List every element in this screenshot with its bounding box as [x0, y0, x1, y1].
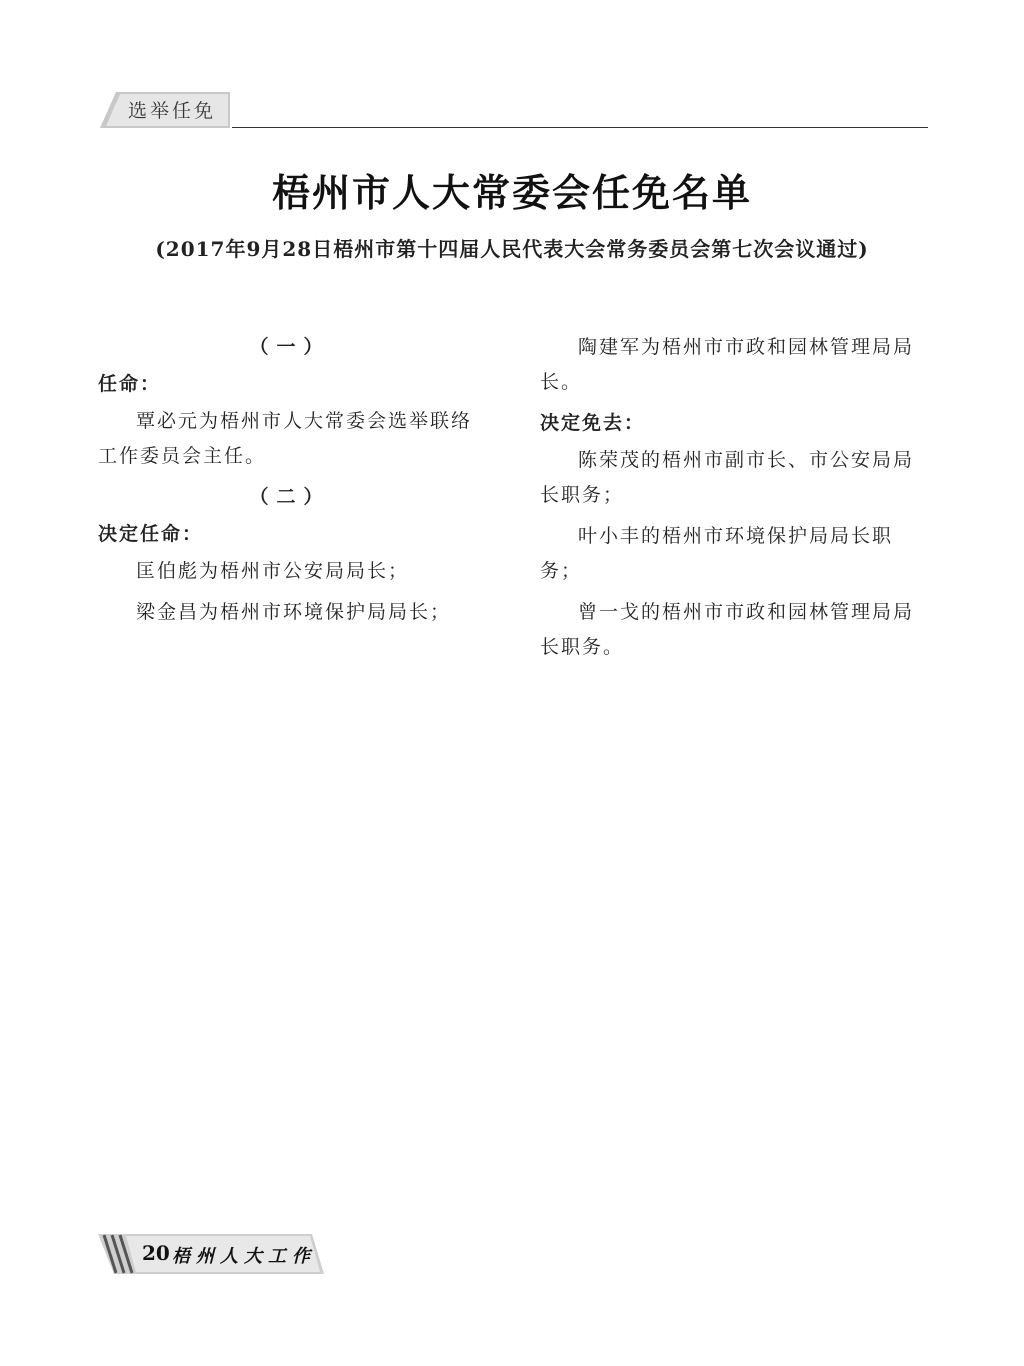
magazine-name: 梧州人大工作	[172, 1246, 316, 1267]
dismissal-item: 曾一戈的梧州市市政和园林管理局局长职务。	[540, 601, 915, 658]
dismissal-item: 陈荣茂的梧州市副市长、市公安局局长职务；	[540, 449, 915, 506]
page-number: 20	[142, 1241, 170, 1265]
part1-heading: （一）	[249, 336, 331, 358]
appointment-item: 覃必元为梧州市人大常委会选举联络工作委员会主任。	[98, 410, 473, 467]
dismiss-label: 决定免去：	[540, 412, 646, 434]
page-footer	[96, 1232, 326, 1276]
header-rule	[232, 127, 928, 128]
section-label: 选举任免	[128, 100, 217, 122]
part2-heading: （二）	[249, 486, 331, 508]
section-tab	[98, 90, 234, 130]
appointment-item: 陶建军为梧州市市政和园林管理局局长。	[540, 336, 915, 393]
part2-label: 决定任命：	[98, 523, 204, 545]
page-subtitle: (2017年9月28日梧州市第十四届人民代表大会常务委员会第七次会议通过)	[155, 237, 869, 261]
left-column	[98, 330, 482, 636]
right-column	[540, 330, 924, 671]
dismissal-item: 叶小丰的梧州市环境保护局局长职务；	[540, 525, 894, 582]
page-title: 梧州市人大常委会任免名单	[271, 170, 752, 215]
appointment-item: 匡伯彪为梧州市公安局局长；	[136, 560, 410, 582]
part1-label: 任命：	[98, 373, 162, 395]
appointment-item: 梁金昌为梧州市环境保护局局长；	[136, 601, 452, 623]
